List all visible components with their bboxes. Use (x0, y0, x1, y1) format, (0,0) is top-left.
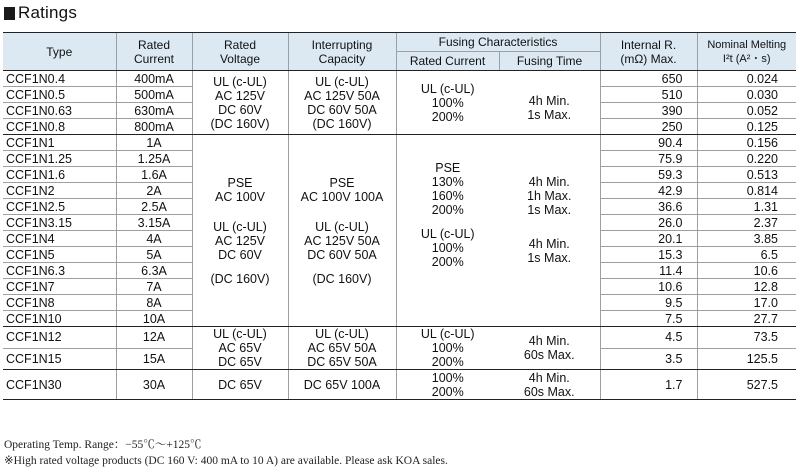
table-row (3, 370, 796, 400)
internal-r-cell: 1.7 (600, 370, 697, 400)
g4-capacity: DC 65V 100A (288, 370, 396, 400)
g2-fusing-current: PSE 130% 160% 200% UL (c-UL) 100% 200% (396, 135, 499, 327)
g3-fusing-current: UL (c-UL) 100% 200% (396, 327, 499, 370)
g1-voltage: UL (c-UL) AC 125V DC 60V (DC 160V) (192, 71, 288, 135)
header-row-1 (3, 33, 796, 52)
g1-fusing-current: UL (c-UL) 100% 200% (396, 71, 499, 135)
type-cell: CCF1N0.4 (3, 71, 116, 87)
type-cell: CCF1N1.6 (3, 167, 116, 183)
current-cell: 2A (116, 183, 192, 199)
internal-r-cell: 10.6 (600, 279, 697, 295)
melting-cell: 10.6 (697, 263, 796, 279)
internal-r-cell: 42.9 (600, 183, 697, 199)
g4-fusing-time: 4h Min. 60s Max. (499, 370, 600, 400)
g3-fusing-time: 4h Min. 60s Max. (499, 327, 600, 370)
type-cell: CCF1N2 (3, 183, 116, 199)
current-cell: 6.3A (116, 263, 192, 279)
current-cell: 4A (116, 231, 192, 247)
current-cell: 8A (116, 295, 192, 311)
internal-r-cell: 7.5 (600, 311, 697, 327)
header-fusing-time: Fusing Time (499, 52, 600, 71)
current-cell: 1.6A (116, 167, 192, 183)
current-cell: 15A (116, 348, 192, 370)
current-cell: 2.5A (116, 199, 192, 215)
melting-cell: 1.31 (697, 199, 796, 215)
type-cell: CCF1N0.63 (3, 103, 116, 119)
current-cell: 800mA (116, 119, 192, 135)
header-fusing-rated-current: Rated Current (396, 52, 499, 71)
melting-cell: 17.0 (697, 295, 796, 311)
current-cell: 500mA (116, 87, 192, 103)
melting-cell: 0.220 (697, 151, 796, 167)
type-cell: CCF1N8 (3, 295, 116, 311)
type-cell: CCF1N15 (3, 348, 116, 370)
melting-cell: 125.5 (697, 348, 796, 370)
melting-cell: 27.7 (697, 311, 796, 327)
type-cell: CCF1N10 (3, 311, 116, 327)
internal-r-cell: 390 (600, 103, 697, 119)
type-cell: CCF1N1 (3, 135, 116, 151)
melting-cell: 0.052 (697, 103, 796, 119)
type-cell: CCF1N6.3 (3, 263, 116, 279)
internal-r-cell: 15.3 (600, 247, 697, 263)
internal-r-cell: 510 (600, 87, 697, 103)
g2-capacity: PSE AC 100V 100A UL (c-UL) AC 125V 50A DC 60V 50A (DC 160V) (288, 135, 396, 327)
melting-cell: 73.5 (697, 327, 796, 349)
internal-r-cell: 75.9 (600, 151, 697, 167)
melting-cell: 2.37 (697, 215, 796, 231)
current-cell: 30A (116, 370, 192, 400)
table-row (3, 135, 796, 151)
internal-r-cell: 9.5 (600, 295, 697, 311)
type-cell: CCF1N7 (3, 279, 116, 295)
g1-capacity: UL (c-UL) AC 125V 50A DC 60V 50A (DC 160V) (288, 71, 396, 135)
g2-voltage: PSE AC 100V UL (c-UL) AC 125V DC 60V (DC 160V) (192, 135, 288, 327)
ratings-table (3, 32, 796, 400)
current-cell: 5A (116, 247, 192, 263)
header-interrupting-capacity: Interrupting Capacity (288, 33, 396, 71)
melting-cell: 527.5 (697, 370, 796, 400)
g3-capacity: UL (c-UL) AC 65V 50A DC 65V 50A (288, 327, 396, 370)
current-cell: 1.25A (116, 151, 192, 167)
type-cell: CCF1N12 (3, 327, 116, 349)
melting-cell: 6.5 (697, 247, 796, 263)
current-cell: 10A (116, 311, 192, 327)
current-cell: 1A (116, 135, 192, 151)
internal-r-cell: 250 (600, 119, 697, 135)
footnotes (4, 437, 448, 469)
internal-r-cell: 650 (600, 71, 697, 87)
current-cell: 630mA (116, 103, 192, 119)
melting-cell: 0.156 (697, 135, 796, 151)
section-title-text: Ratings (18, 3, 78, 22)
header-rated-voltage: Rated Voltage (192, 33, 288, 71)
melting-cell: 3.85 (697, 231, 796, 247)
section-title (4, 2, 77, 24)
table-row (3, 327, 796, 349)
g4-fusing-current: 100% 200% (396, 370, 499, 400)
square-bullet-icon (4, 7, 15, 20)
type-cell: CCF1N5 (3, 247, 116, 263)
type-cell: CCF1N2.5 (3, 199, 116, 215)
ratings-table-wrapper (3, 32, 796, 400)
melting-cell: 0.513 (697, 167, 796, 183)
g1-fusing-time: 4h Min. 1s Max. (499, 71, 600, 135)
internal-r-cell: 11.4 (600, 263, 697, 279)
note-high-voltage: ※High rated voltage products (DC 160 V: 400 mA to 10 A) are available. Please ask KOA sales. (4, 455, 448, 467)
type-cell: CCF1N30 (3, 370, 116, 400)
header-fusing-characteristics: Fusing Characteristics (396, 33, 600, 52)
internal-r-cell: 20.1 (600, 231, 697, 247)
internal-r-cell: 3.5 (600, 348, 697, 370)
melting-cell: 0.814 (697, 183, 796, 199)
internal-r-cell: 59.3 (600, 167, 697, 183)
current-cell: 400mA (116, 71, 192, 87)
type-cell: CCF1N0.5 (3, 87, 116, 103)
type-cell: CCF1N4 (3, 231, 116, 247)
current-cell: 7A (116, 279, 192, 295)
type-cell: CCF1N0.8 (3, 119, 116, 135)
header-internal-r: Internal R. (mΩ) Max. (600, 33, 697, 71)
g4-voltage: DC 65V (192, 370, 288, 400)
header-type: Type (3, 33, 116, 71)
type-cell: CCF1N1.25 (3, 151, 116, 167)
table-row (3, 71, 796, 87)
g2-fusing-time: 4h Min. 1h Max. 1s Max. 4h Min. 1s Max. (499, 135, 600, 327)
header-rated-current: Rated Current (116, 33, 192, 71)
internal-r-cell: 4.5 (600, 327, 697, 349)
type-cell: CCF1N3.15 (3, 215, 116, 231)
current-cell: 12A (116, 327, 192, 349)
header-melting: Nominal Melting I²t (A²・s) (697, 33, 796, 71)
internal-r-cell: 36.6 (600, 199, 697, 215)
note-operating-temp: Operating Temp. Range：−55℃～+125℃ (4, 439, 202, 451)
current-cell: 3.15A (116, 215, 192, 231)
internal-r-cell: 90.4 (600, 135, 697, 151)
melting-cell: 12.8 (697, 279, 796, 295)
g3-voltage: UL (c-UL) AC 65V DC 65V (192, 327, 288, 370)
melting-cell: 0.024 (697, 71, 796, 87)
melting-cell: 0.030 (697, 87, 796, 103)
internal-r-cell: 26.0 (600, 215, 697, 231)
melting-cell: 0.125 (697, 119, 796, 135)
